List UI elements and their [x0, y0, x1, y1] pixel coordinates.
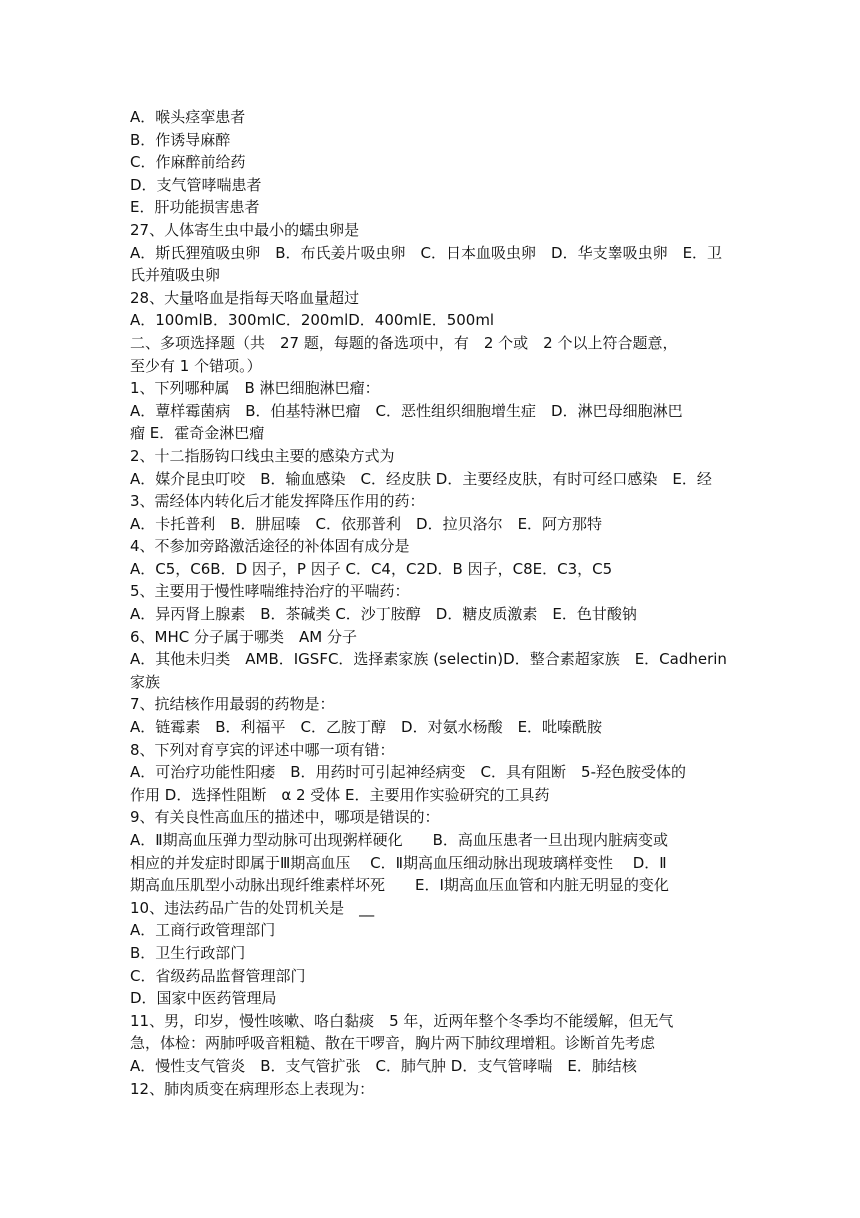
option-line: 相应的并发症时即属于Ⅲ期高血压 C．Ⅱ期高血压细动脉出现玻璃样变性 D．Ⅱ [130, 853, 667, 872]
question-line: 28、大量咯血是指每天咯血量超过 [130, 288, 360, 307]
question-line: 急，体检：两肺呼吸音粗糙、散在干啰音，胸片两下肺纹理增粗。诊断首先考虑 [130, 1034, 656, 1053]
option-line: 瘤 E．霍奇金淋巴瘤 [130, 424, 265, 443]
option-line: 氏并殖吸虫卵 [130, 266, 221, 285]
option-line: A．链霉素 B．利福平 C．乙胺丁醇 D．对氨水杨酸 E．吡嗪酰胺 [130, 718, 603, 737]
option-line: A．异丙肾上腺素 B．茶碱类 C．沙丁胺醇 D．糖皮质激素 E．色甘酸钠 [130, 605, 637, 624]
option-line: A．斯氏狸殖吸虫卵 B．布氏姜片吸虫卵 C．日本血吸虫卵 D．华支睾吸虫卵 E．卫 [130, 243, 723, 262]
option-line: B．卫生行政部门 [130, 943, 246, 962]
question-line: 10、违法药品广告的处罚机关是 __ [130, 898, 375, 917]
option-line: E．肝功能损害患者 [130, 198, 260, 217]
option-line: A．其他未归类 AMB．IGSFC．选择素家族 (selectin)D．整合素超家族 E．Cadherin [130, 650, 727, 669]
question-line: 6、MHC 分子属于哪类 AM 分子 [130, 627, 357, 646]
option-line: A．卡托普利 B．肼屈嗪 C．依那普利 D．拉贝洛尔 E．阿方那特 [130, 514, 603, 533]
option-line: D．支气管哮喘患者 [130, 175, 262, 194]
option-line: B．作诱导麻醉 [130, 130, 231, 149]
question-line: 3、需经体内转化后才能发挥降压作用的药： [130, 492, 425, 511]
document-page [130, 106, 740, 1100]
question-line: 27、人体寄生虫中最小的蠕虫卵是 [130, 220, 360, 239]
question-line: 7、抗结核作用最弱的药物是： [130, 695, 335, 714]
option-line: A．C5，C6B．D 因子，P 因子 C．C4，C2D．B 因子，C8E．C3，C5 [130, 559, 613, 578]
option-line: A．喉头痉挛患者 [130, 108, 246, 126]
option-line: C．作麻醉前给药 [130, 153, 246, 172]
question-line: 9、有关良性高血压的描述中，哪项是错误的： [130, 808, 440, 827]
question-line: 8、下列对育亨宾的评述中哪一项有错： [130, 740, 395, 759]
option-line: C．省级药品监督管理部门 [130, 966, 306, 985]
option-line: 家族 [130, 672, 161, 691]
option-line: 作用 D．选择性阻断 α 2 受体 E．主要用作实验研究的工具药 [130, 785, 550, 804]
question-line: 4、不参加旁路激活途径的补体固有成分是 [130, 537, 410, 556]
option-line: A．工商行政管理部门 [130, 921, 276, 940]
question-line: 12、肺肉质变在病理形态上表现为： [130, 1079, 375, 1098]
option-line: D．国家中医药管理局 [130, 989, 277, 1008]
option-line: A．可治疗功能性阳痿 B．用药时可引起神经病变 C．具有阻断 5-羟色胺受体的 [130, 763, 686, 782]
question-line: 2、十二指肠钩口线虫主要的感染方式为 [130, 446, 395, 465]
question-line: 11、男，印岁，慢性咳嗽、咯白黏痰 5 年，近两年整个冬季均不能缓解，但无气 [130, 1011, 674, 1030]
option-line: A．慢性支气管炎 B．支气管扩张 C．肺气肿 D．支气管哮喘 E．肺结核 [130, 1056, 637, 1075]
option-line: A．蕈样霉菌病 B．伯基特淋巴瘤 C．恶性组织细胞增生症 D．淋巴母细胞淋巴 [130, 401, 683, 420]
section-heading: 至少有 1 个错项。） [130, 356, 262, 375]
section-heading: 二、多项选择题（共 27 题，每题的备选项中，有 2 个或 2 个以上符合题意， [130, 333, 678, 352]
option-line: A．Ⅱ期高血压弹力型动脉可出现粥样硬化 B．高血压患者一旦出现内脏病变或 [130, 831, 668, 849]
option-line: 期高血压肌型小动脉出现纤维素样坏死 E．Ⅰ期高血压血管和内脏无明显的变化 [130, 876, 669, 895]
option-line: A．媒介昆虫叮咬 B．输血感染 C．经皮肤 D．主要经皮肤，有时可经口感染 E．经 [130, 469, 712, 488]
question-line: 5、主要用于慢性哮喘维持治疗的平喘药： [130, 582, 410, 601]
option-line: A．100mlB．300mlC．200mlD．400mlE．500ml [130, 311, 495, 330]
question-line: 1、下列哪种属 B 淋巴细胞淋巴瘤： [130, 379, 380, 398]
